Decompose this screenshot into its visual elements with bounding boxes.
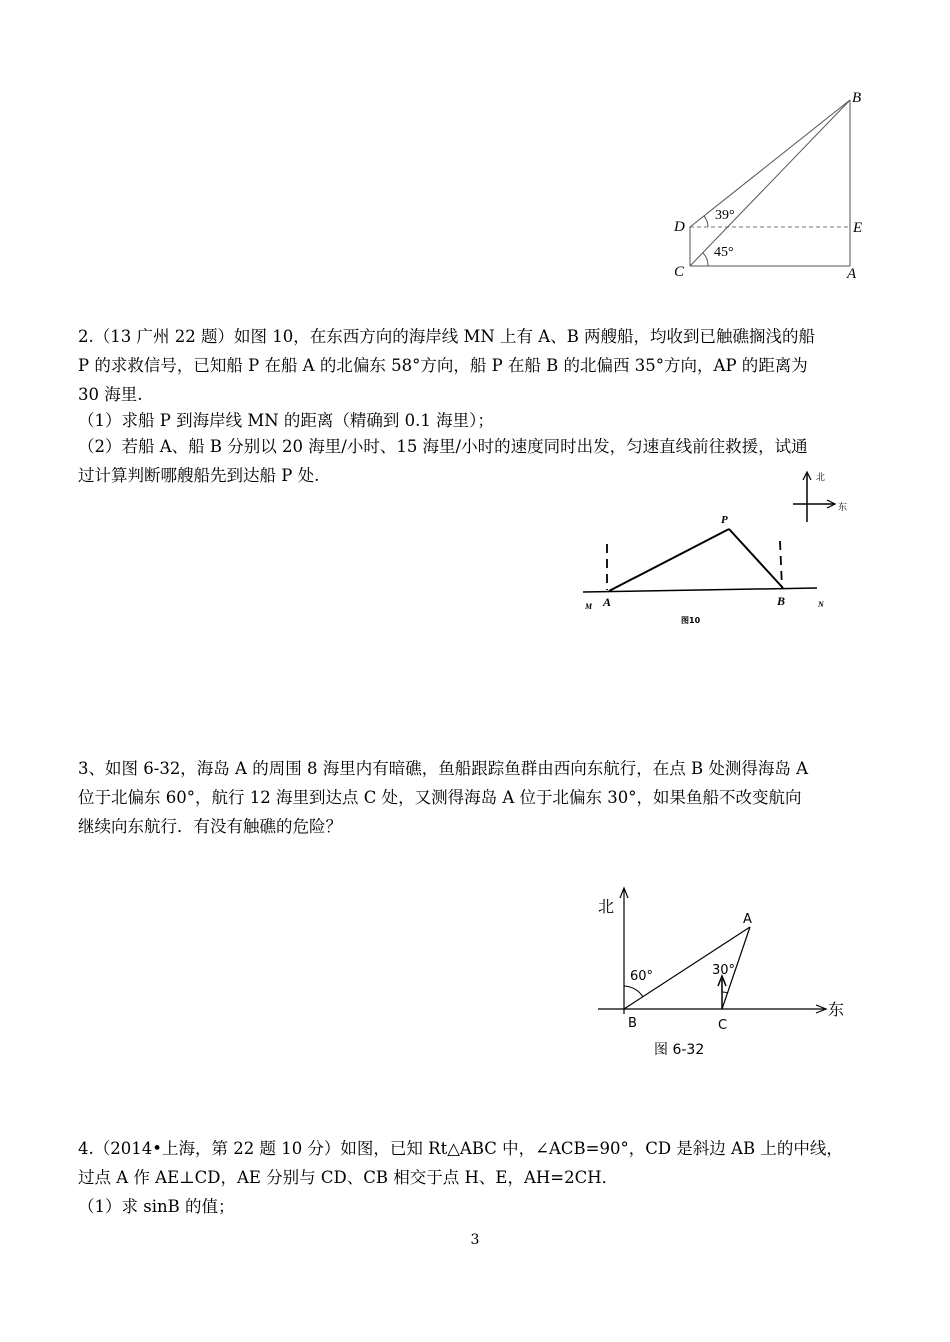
q3-line-2: 位于北偏东 60°，航行 12 海里到达点 C 处，又测得海岛 A 位于北偏东 30°，如果鱼船不改变航向: [78, 788, 802, 807]
axis-east-label: 东: [828, 1000, 845, 1019]
figure-10: [575, 460, 865, 635]
figure-angle-of-elevation: [660, 80, 880, 290]
q2-line-4: （1）求船 P 到海岸线 MN 的距离（精确到 0.1 海里）；: [78, 411, 494, 430]
angle-39-label: 39°: [715, 208, 735, 223]
angle-30-label: 30°: [712, 963, 736, 978]
figure-10-caption: 图10: [681, 616, 701, 625]
point-p-label: P: [721, 514, 728, 526]
angle-60-label: 60°: [630, 969, 654, 984]
page-number: 3: [470, 1232, 480, 1248]
point-b-label: B: [777, 594, 786, 608]
compass-east-label: 东: [838, 503, 848, 513]
label-e: E: [853, 220, 863, 236]
q2-line-3: 30 海里.: [78, 385, 143, 404]
q4-line-1: 4.（2014•上海，第 22 题 10 分）如图，已知 Rt△ABC 中，∠ACB=90°，CD 是斜边 AB 上的中线，: [78, 1139, 843, 1158]
q2-line-2: P 的求救信号，已知船 P 在船 A 的北偏东 58°方向，船 P 在船 B 的北偏西 35°方向，AP 的距离为: [78, 356, 808, 375]
label-d: D: [674, 219, 685, 235]
point-c-label: C: [718, 1018, 728, 1033]
q3-line-3: 继续向东航行．有没有触礁的危险？: [78, 817, 342, 836]
axis-north-label: 北: [598, 897, 615, 916]
compass-north-label: 北: [816, 473, 826, 483]
q3-line-1: 3、如图 6-32，海岛 A 的周围 8 海里内有暗礁，鱼船跟踪鱼群由西向东航行，在点 B 处测得海岛 A: [78, 759, 808, 778]
point-a-label: A: [603, 595, 612, 609]
figure-6-32-caption: 图 6-32: [654, 1042, 705, 1058]
label-b: B: [852, 90, 862, 106]
q4-line-2: 过点 A 作 AE⊥CD，AE 分别与 CD、CB 相交于点 H、E，AH=2CH．: [78, 1168, 619, 1187]
label-a: A: [847, 266, 857, 282]
figure-6-32: [592, 882, 860, 1062]
point-m-label: M: [585, 602, 593, 611]
q2-line-5: （2）若船 A、船 B 分别以 20 海里/小时、15 海里/小时的速度同时出发，匀速直线前往救援，试通: [78, 437, 808, 456]
q4-line-3: （1）求 sinB 的值；: [78, 1197, 235, 1216]
angle-45-label: 45°: [714, 245, 734, 260]
question-3: [78, 754, 878, 841]
point-a-label: A: [743, 912, 752, 927]
q2-line-1: 2.（13 广州 22 题）如图 10，在东西方向的海岸线 MN 上有 A、B 两艘船，均收到已触礁搁浅的船: [78, 327, 816, 346]
question-4: [78, 1134, 878, 1221]
point-n-label: N: [818, 600, 824, 609]
label-c: C: [674, 264, 685, 280]
point-b-label: B: [628, 1016, 637, 1031]
q2-line-6: 过计算判断哪艘船先到达船 P 处.: [78, 466, 320, 485]
